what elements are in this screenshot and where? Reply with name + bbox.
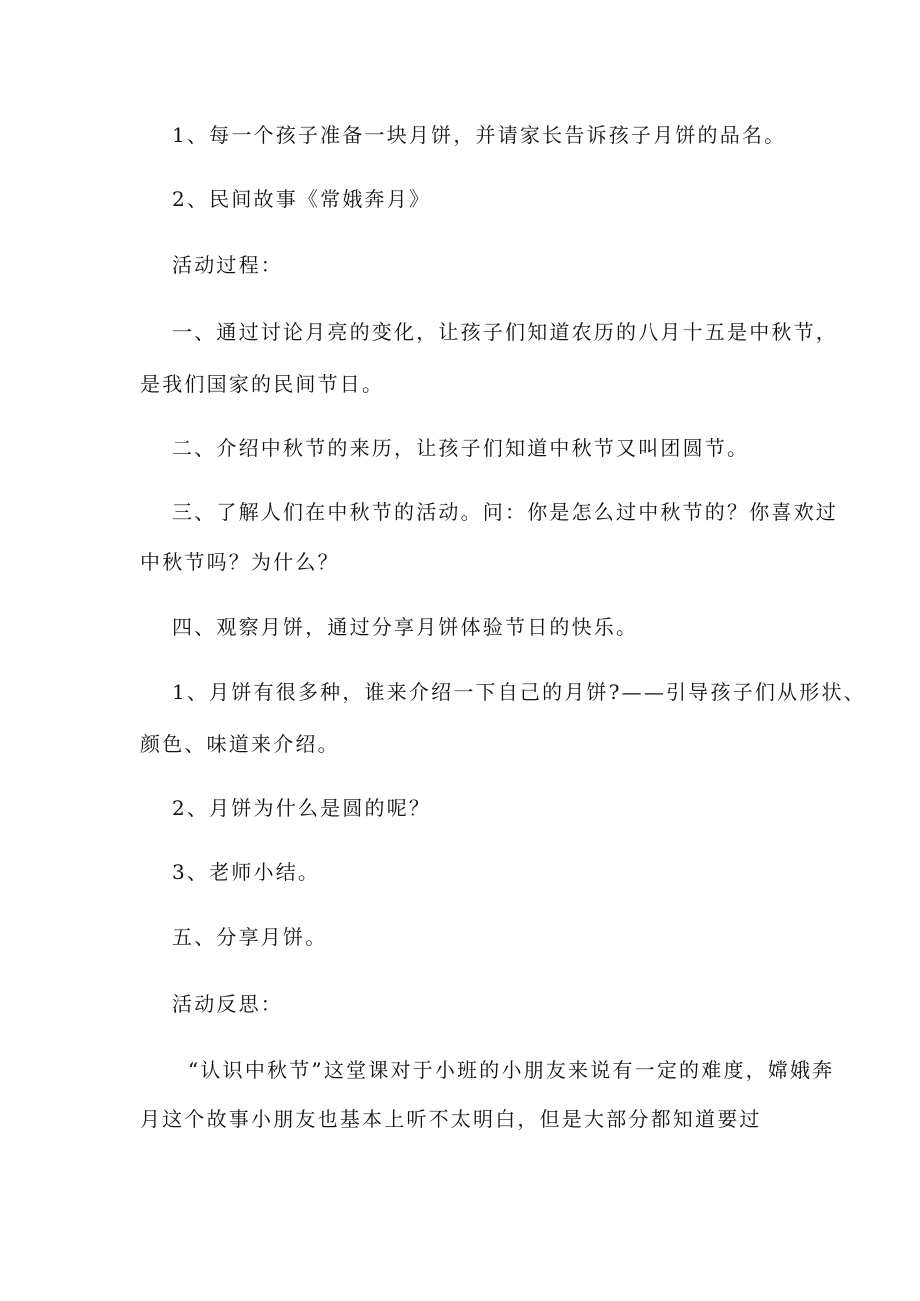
step-2: 二、介绍中秋节的来历，让孩子们知道中秋节又叫团圆节。 bbox=[172, 436, 750, 460]
reflection-line-2: 月这个故事小朋友也基本上听不太明白，但是大部分都知道要过 bbox=[140, 1107, 762, 1131]
step-4-item-3: 3、老师小结。 bbox=[172, 860, 321, 884]
step-3-line-1: 三、了解人们在中秋节的活动。问：你是怎么过中秋节的？你喜欢过 bbox=[172, 500, 838, 524]
section-heading-reflection: 活动反思： bbox=[172, 992, 283, 1016]
step-4-item-2: 2、月饼为什么是圆的呢？ bbox=[172, 796, 432, 820]
prep-item-2: 2、民间故事《常娥奔月》 bbox=[172, 187, 432, 211]
step-3-line-2: 中秋节吗？为什么？ bbox=[140, 550, 340, 574]
step-5: 五、分享月饼。 bbox=[172, 925, 328, 949]
step-1-line-2: 是我们国家的民间节日。 bbox=[140, 372, 385, 396]
section-heading-process: 活动过程： bbox=[172, 253, 283, 277]
prep-item-1: 1、每一个孩子准备一块月饼，并请家长告诉孩子月饼的品名。 bbox=[172, 123, 787, 147]
step-4-item-1-line-2: 颜色、味道来介绍。 bbox=[140, 732, 340, 756]
step-4: 四、观察月饼，通过分享月饼体验节日的快乐。 bbox=[172, 615, 639, 639]
reflection-line-1: “认识中秋节”这堂课对于小班的小朋友来说有一定的难度，嫦娥奔 bbox=[188, 1058, 835, 1082]
step-1-line-1: 一、通过讨论月亮的变化，让孩子们知道农历的八月十五是中秋节， bbox=[172, 320, 838, 344]
step-4-item-1-line-1: 1、月饼有很多种，谁来介绍一下自己的月饼?——引导孩子们从形状、 bbox=[172, 680, 866, 704]
